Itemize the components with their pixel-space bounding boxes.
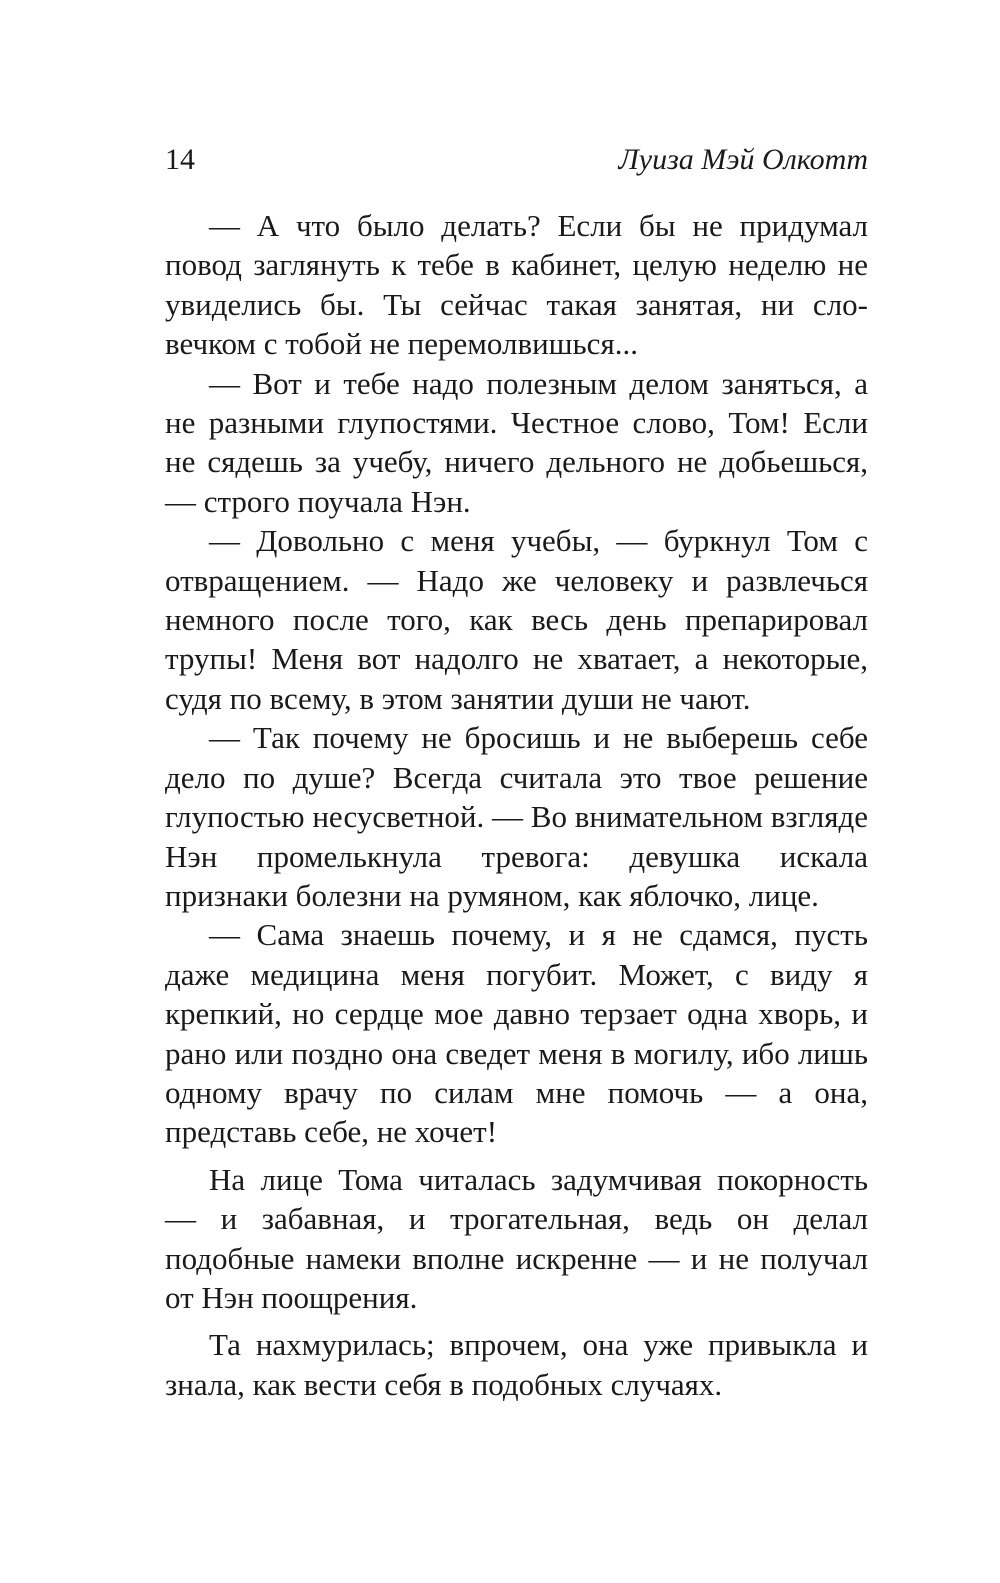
- paragraph: — А что было делать? Если бы не придумал повод заглянуть к тебе в кабинет, целую неделю не увиделись бы. Ты сейчас такая занятая, ни словечком с тобой не перемолвишься...: [165, 208, 868, 362]
- running-head: [165, 140, 868, 180]
- paragraph: — Довольно с меня учебы, — буркнул Том с отвращением. — Надо же человеку и развлечься немного после того, как весь день препарировал трупы! Меня вот надолго не хватает, а некоторые, судя по всему, в этом занятии души не чают.: [165, 523, 868, 716]
- running-title-author: Луиза Мэй Олкотт: [618, 143, 868, 176]
- page-number: 14: [165, 143, 195, 176]
- paragraph: На лице Тома читалась задумчивая покорность — и забавная, и трогательная, ведь он делал подобные намеки вполне искренне — и не получал от Нэн поощрения.: [165, 1161, 868, 1315]
- paragraph: Та нахмурилась; впрочем, она уже привыкла и знала, как вести себя в подобных случаях.: [165, 1327, 868, 1402]
- paragraph: — Так почему не бросишь и не выберешь себе дело по душе? Всегда считала это твое решение глупостью несусветной. — Во внимательном взгляде Нэн промелькнула тревога: девушка искала признаки болезни на румяном, как яблочко, лице.: [165, 720, 868, 913]
- paragraph: — Вот и тебе надо полезным делом заняться, а не разными глупостями. Честное слово, Том! Если не сядешь за учебу, ничего дельного не добьешься, — строго поучала Нэн.: [165, 365, 868, 519]
- paragraph: — Сама знаешь почему, и я не сдамся, пусть даже медицина меня погубит. Может, с виду я крепкий, но сердце мое давно терзает одна хворь, и рано или поздно она сведет меня в могилу, ибо лишь одному врачу по силам мне помочь — а она, представь себе, не хочет!: [165, 917, 868, 1150]
- book-page: [165, 140, 868, 1404]
- body-text: [165, 206, 868, 1404]
